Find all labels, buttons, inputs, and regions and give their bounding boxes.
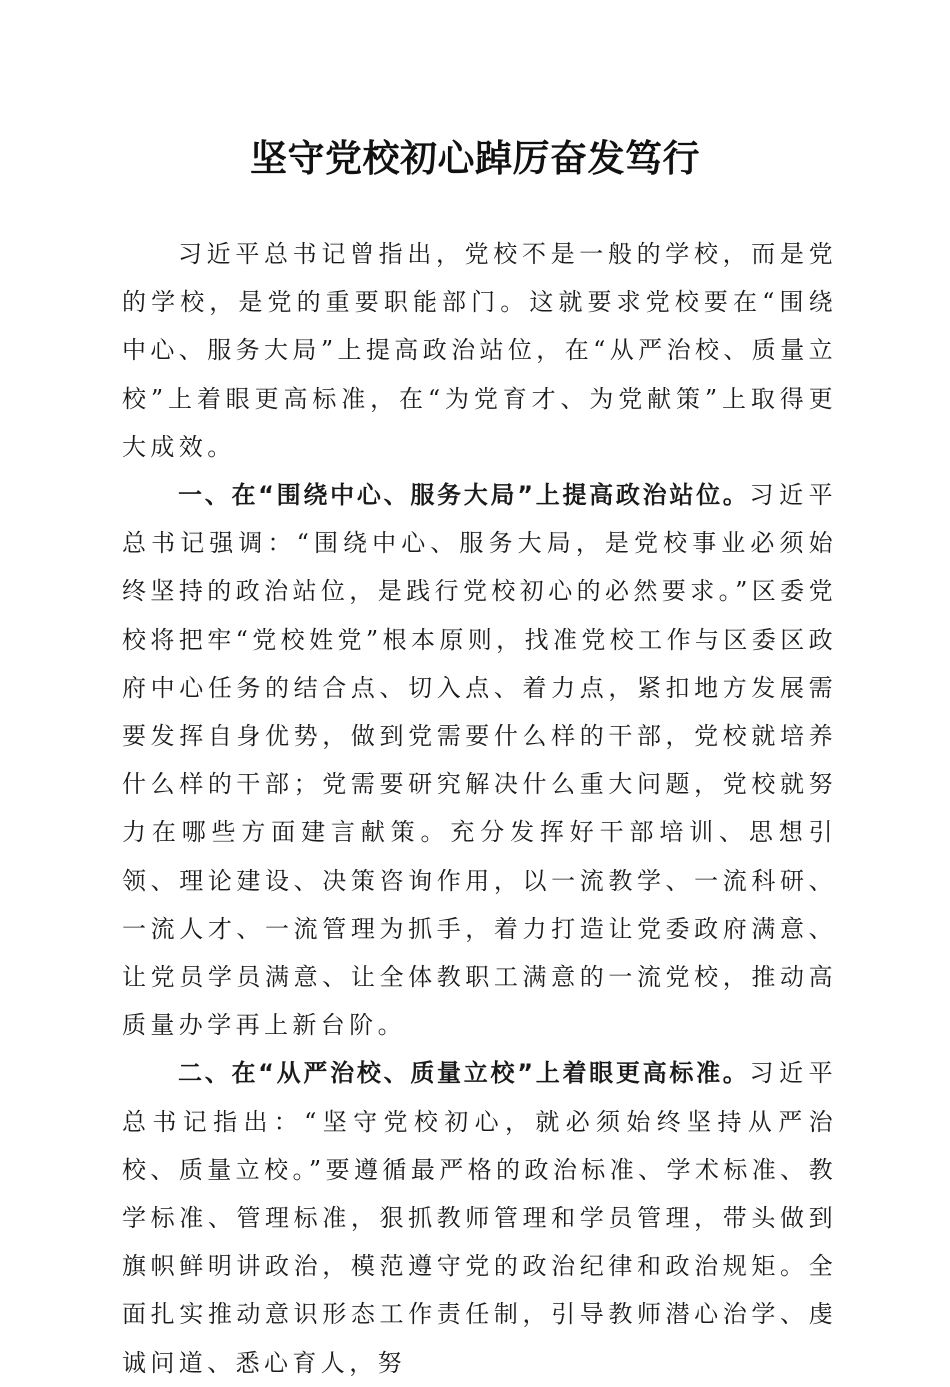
intro-paragraph: 习近平总书记曾指出，党校不是一般的学校，而是党的学校，是党的重要职能部门。这就要求党校要在“围绕中心、服务大局”上提高政治站位，在“从严治校、质量立校”上着眼更高标准，在“为党育才、为党献策”上取得更大成效。 bbox=[122, 240, 837, 461]
document-title: 坚守党校初心踔厉奋发笃行 bbox=[250, 136, 700, 180]
section-1-text: 习近平总书记强调：“围绕中心、服务大局，是党校事业必须始终坚持的政治站位，是践行党校初心的必然要求。”区委党校将把牢“党校姓党”根本原则，找准党校工作与区委区政府中心任务的结合点、切入点、着力点，紧扣地方发展需要发挥自身优势，做到党需要什么样的干部，党校就培养什么样的干部；党需要研究解决什么重大问题，党校就努力在哪些方面建言献策。充分发挥好干部培训、思想引领、理论建设、决策咨询作用，以一流教学、一流科研、一流人才、一流管理为抓手，着力打造让党委政府满意、让党员学员满意、让全体教职工满意的一流党校，推动高质量办学再上新台阶。 bbox=[122, 481, 838, 1040]
section-2-paragraph bbox=[122, 1049, 837, 1386]
section-1-paragraph bbox=[122, 471, 837, 1049]
document-body bbox=[122, 230, 837, 1387]
section-1-heading: 一、在“围绕中心、服务大局”上提高政治站位。 bbox=[178, 481, 750, 510]
section-2-heading: 二、在“从严治校、质量立校”上着眼更高标准。 bbox=[178, 1059, 750, 1088]
section-2-text: 习近平总书记指出：“坚守党校初心，就必须始终坚持从严治校、质量立校。”要遵循最严格的政治标准、学术标准、教学标准、管理标准，狠抓教师管理和学员管理，带头做到旗帜鲜明讲政治，模范遵守党的政治纪律和政治规矩。全面扎实推动意识形态工作责任制，引导教师潜心治学、虔诚问道、悉心育人，努 bbox=[122, 1059, 838, 1377]
